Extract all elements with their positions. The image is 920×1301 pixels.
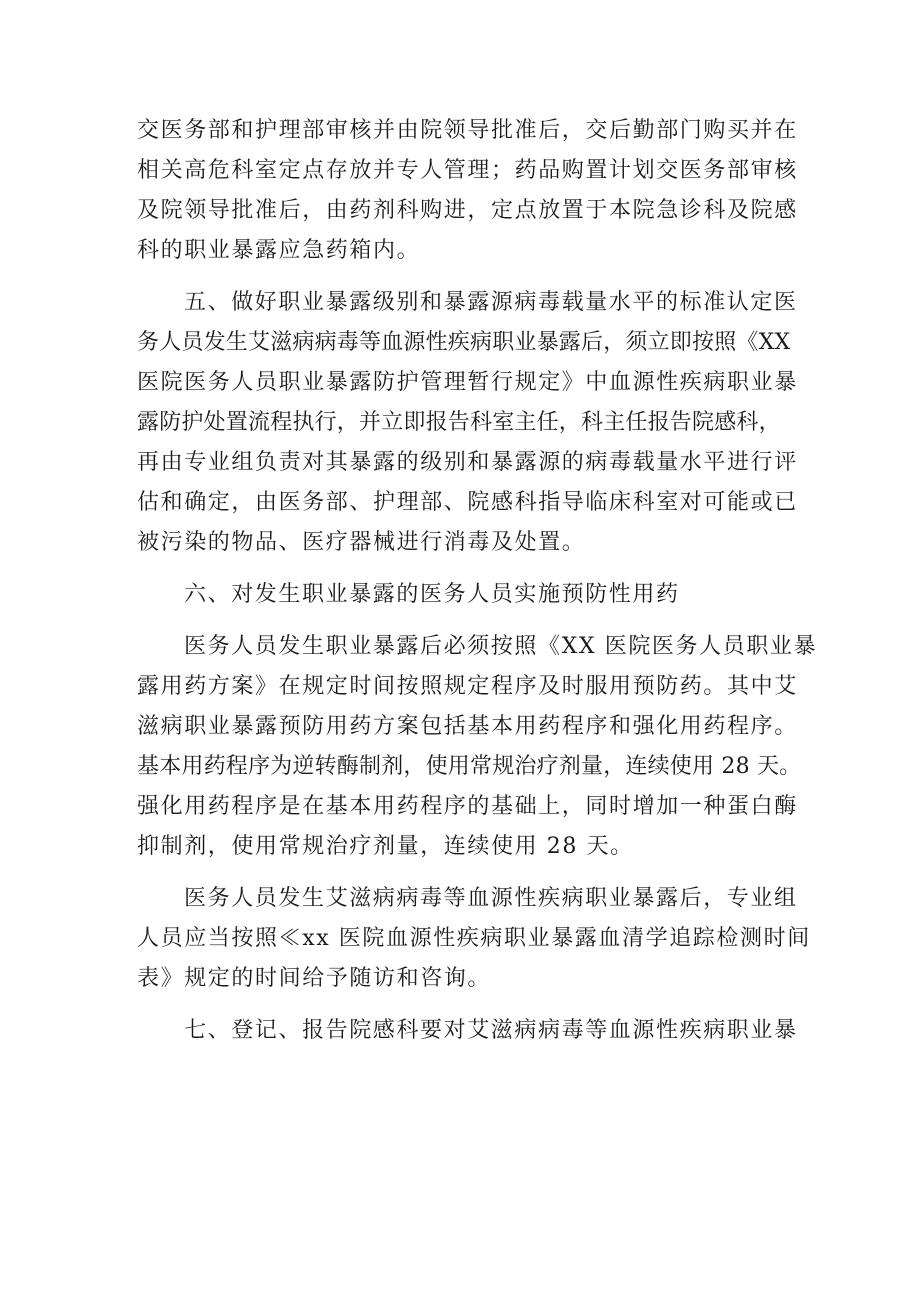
paragraph-medication [137, 627, 818, 867]
text-line: 科的职业暴露应急药箱内。 [137, 238, 421, 263]
paragraph-follow-up [137, 879, 811, 999]
text-line: 估和确定，由医务部、护理部、院感科指导临床科室对可能或已 [137, 490, 798, 515]
text-line: 被污染的物品、医疗器械进行消毒及处置。 [137, 530, 586, 555]
text-line: 医务人员发生艾滋病病毒等血源性疾病职业暴露后，专业组 [184, 886, 798, 911]
paragraph-procurement [137, 111, 798, 271]
section-heading-5: 五、做好职业暴露级别和暴露源病毒载量水平的标准认定医 [184, 290, 798, 315]
paragraph-section-6-heading [137, 575, 787, 615]
text-line: 基本用药程序为逆转酶制剂，使用常规治疗剂量，连续使用 28 天。 [137, 754, 802, 779]
text-line: 抑制剂，使用常规治疗剂量，连续使用 28 天。 [137, 834, 634, 859]
text-line: 强化用药程序是在基本用药程序的基础上，同时增加一种蛋白酶 [137, 794, 798, 819]
text-line: 务人员发生艾滋病病毒等血源性疾病职业暴露后，须立即按照《XX [137, 330, 791, 355]
text-line: 滋病职业暴露预防用药方案包括基本用药程序和强化用药程序。 [137, 714, 798, 739]
text-line: 表》规定的时间给予随访和咨询。 [137, 966, 492, 991]
text-line: 医务人员发生职业暴露后必须按照《XX 医院医务人员职业暴 [184, 634, 818, 659]
document-page [137, 111, 818, 1051]
paragraph-section-5 [137, 283, 798, 563]
text-line: 露防护处置流程执行，并立即报告科室主任，科主任报告院感科， [137, 410, 781, 435]
section-heading-7: 七、登记、报告院感科要对艾滋病病毒等血源性疾病职业暴 [184, 1018, 798, 1043]
text-line: 相关高危科室定点存放并专人管理；药品购置计划交医务部审核 [137, 158, 798, 183]
text-line: 再由专业组负责对其暴露的级别和暴露源的病毒载量水平进行评 [137, 450, 798, 475]
text-line: 及院领导批准后，由药剂科购进，定点放置于本院急诊科及院感 [137, 198, 798, 223]
paragraph-section-7 [137, 1011, 798, 1051]
text-line: 交医务部和护理部审核并由院领导批准后，交后勤部门购买并在 [137, 118, 798, 143]
section-heading-6: 六、对发生职业暴露的医务人员实施预防性用药 [184, 582, 680, 607]
text-line: 人员应当按照≪xx 医院血源性疾病职业暴露血清学追踪检测时间 [137, 926, 811, 951]
text-line: 露用药方案》在规定时间按照规定程序及时服用预防药。其中艾 [137, 674, 798, 699]
text-line: 医院医务人员职业暴露防护管理暂行规定》中血源性疾病职业暴 [137, 370, 798, 395]
